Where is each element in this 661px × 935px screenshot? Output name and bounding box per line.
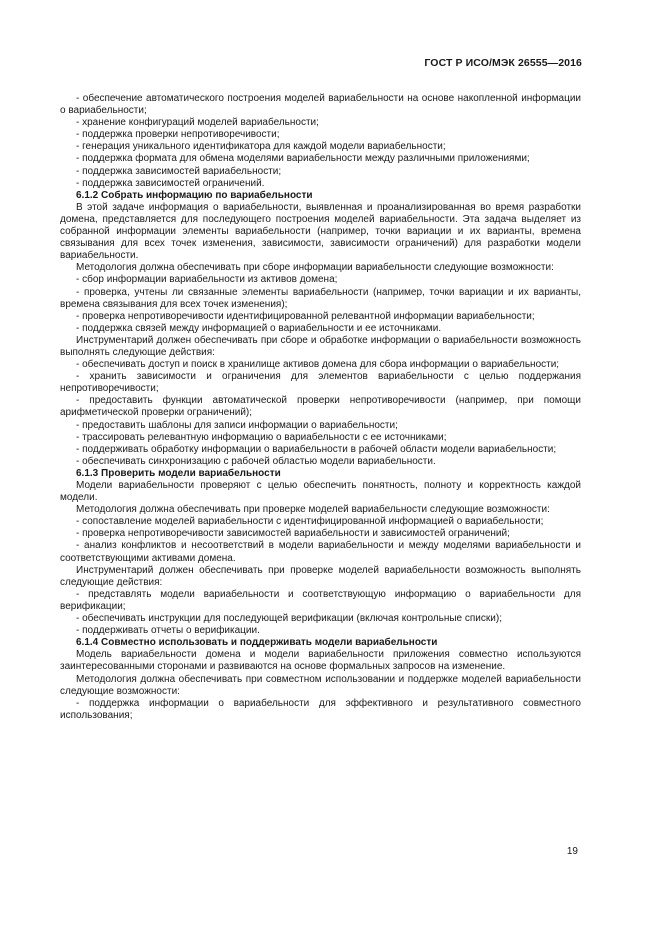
section-heading-6-1-4: 6.1.4 Совместно использовать и поддерживать модели вариабельности (76, 637, 438, 649)
list-item: - поддерживать отчеты о верификации. (76, 625, 260, 637)
paragraph: Методология должна обеспечивать при сборе информации вариабельности следующие возможности: (76, 262, 554, 274)
list-item: - предоставить шаблоны для записи информации о вариабельности; (76, 419, 398, 431)
list-item: - генерация уникального идентификатора для каждой модели вариабельности; (76, 141, 446, 153)
list-item: - поддержка формата для обмена моделями вариабельности между различными приложениями; (76, 153, 530, 165)
list-item: - поддержка зависимостей вариабельности; (76, 165, 282, 177)
list-item: - трассировать релевантную информацию о вариабельности с ее источниками; (76, 431, 447, 443)
list-item: - анализ конфликтов и несоответствий в модели вариабельности и между моделями вариабельности и соответствующими активами домена. (60, 540, 581, 564)
list-item: - поддержка связей между информацией о вариабельности и ее источниками. (76, 322, 442, 334)
list-item: - поддержка зависимостей ограничений. (76, 177, 265, 189)
list-item: - обеспечивать доступ и поиск в хранилище активов домена для сбора информации о вариабельности; (76, 359, 560, 371)
list-item: - представлять модели вариабельности и соответствующую информацию о вариабельности для верификации; (60, 588, 581, 612)
list-item: - хранение конфигураций моделей вариабельности; (76, 117, 319, 129)
list-item: - сбор информации вариабельности из активов домена; (76, 274, 338, 286)
list-item: - хранить зависимости и ограничения для элементов вариабельности с целью поддержания непротиворечивости; (60, 371, 581, 395)
document-body (60, 93, 581, 722)
paragraph: В этой задаче информация о вариабельности, выявленная и проанализированная во время разработки домена, представляется для последующего построения моделей вариабельности. Эта задача выделяет из собранной информации элементы вариабельности (например, точки вариации и их варианты, времена связывания для всех точек изменения, зависимости, зависимости ограничений) для разработки модели вариабельности. (60, 201, 581, 262)
section-heading-6-1-2: 6.1.2 Собрать информацию по вариабельности (76, 189, 313, 201)
list-item: - обеспечение автоматического построения моделей вариабельности на основе накопленной информации о вариабельности; (60, 93, 581, 117)
list-item: - поддержка информации о вариабельности для эффективного и результативного совместного использования; (60, 697, 581, 721)
list-item: - поддерживать обработку информации о вариабельности в рабочей области модели вариабельности; (76, 443, 557, 455)
paragraph: Инструментарий должен обеспечивать при проверке моделей вариабельности возможность выполнять следующие действия: (60, 564, 581, 588)
list-item: - поддержка проверки непротиворечивости; (76, 129, 280, 141)
list-item: - обеспечивать синхронизацию с рабочей областью модели вариабельности. (76, 455, 436, 467)
list-item: - проверка, учтены ли связанные элементы вариабельности (например, точки вариации и их варианты, времена связывания для всех точек изменения); (60, 286, 581, 310)
list-item: - обеспечивать инструкции для последующей верификации (включая контрольные списки); (76, 613, 502, 625)
page-number: 19 (566, 846, 578, 857)
paragraph: Модель вариабельности домена и модели вариабельности приложения совместно используются заинтересованными сторонами и развиваются на основе формальных запросов на изменение. (60, 649, 581, 673)
list-item: - проверка непротиворечивости идентифицированной релевантной информации вариабельности; (76, 310, 535, 322)
list-item: - предоставить функции автоматической проверки непротиворечивости (например, при помощи арифметической проверки ограничений); (60, 395, 581, 419)
list-item: - проверка непротиворечивости зависимостей вариабельности и зависимостей ограничений; (76, 528, 510, 540)
list-item: - сопоставление моделей вариабельности с идентифицированной информацией о вариабельности; (76, 516, 544, 528)
document-header: ГОСТ Р ИСО/МЭК 26555—2016 (424, 57, 582, 69)
section-heading-6-1-3: 6.1.3 Проверить модели вариабельности (76, 467, 281, 479)
paragraph: Модели вариабельности проверяют с целью обеспечить понятность, полноту и корректность каждой модели. (60, 480, 581, 504)
paragraph: Методология должна обеспечивать при проверке моделей вариабельности следующие возможности: (76, 504, 550, 516)
paragraph: Инструментарий должен обеспечивать при сборе и обработке информации о вариабельности возможность выполнять следующие действия: (60, 334, 581, 358)
paragraph: Методология должна обеспечивать при совместном использовании и поддержке моделей вариабельности следующие возможности: (60, 673, 581, 697)
